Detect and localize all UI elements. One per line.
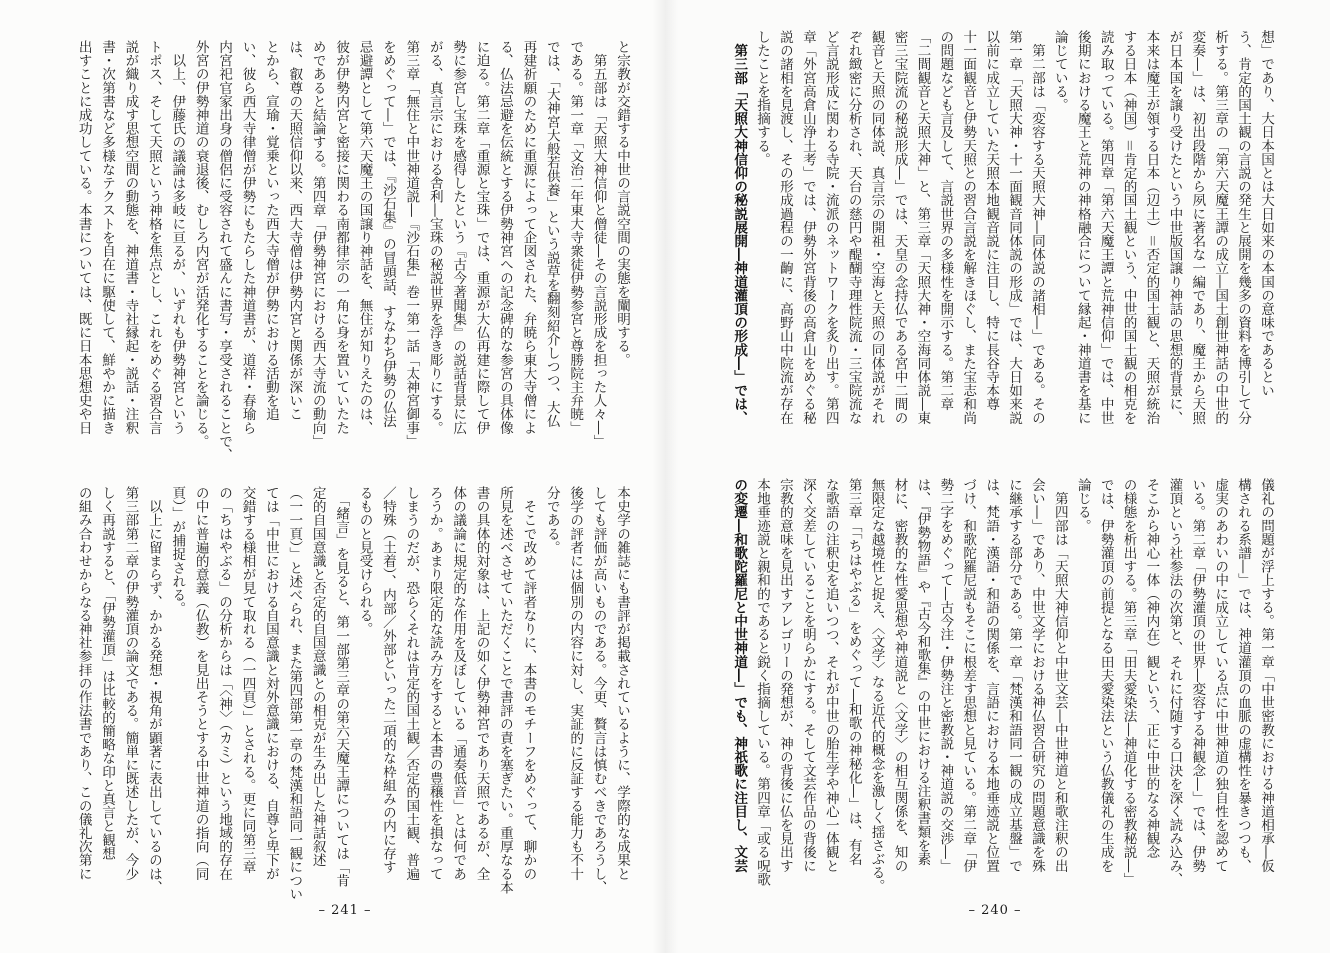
text-column: （一一頁）」と述べられ、また第四部第一章の梵漢和語同一観につい — [286, 486, 303, 901]
text-column: 頁）」が捕捉される。 — [169, 486, 186, 616]
text-column: は、『伊勢物語』や『古今和歌集』の中世における注釈書類を素 — [914, 478, 931, 866]
text-column: 勢二字をめぐって―古今注・伊勢注と密教説・神道説の交渉―」 — [937, 478, 954, 873]
text-column: の組み合わせからなる神社参拝の作法書であり、この儀礼次第に — [75, 486, 92, 881]
text-column: う、肯定的国土観の言説の発生と展開を幾多の資料を博引して分 — [1235, 30, 1252, 425]
text-column: では、伊勢灌頂の前提となる田夫愛染法という仏教儀礼の生成を — [1097, 478, 1114, 873]
text-column: 所見を述べさせていただくことで書評の責を塞ぎたい。重厚なる本 — [496, 486, 513, 894]
text-column: 第三部「天照大神信仰の秘説展開―神道灌頂の形成―」では、 — [731, 30, 748, 425]
text-column: する日本（神国）＝肯定的国土観という、中世的国土観の相克を — [1120, 30, 1137, 425]
text-column: ／特殊（土着）、内部／外部といった二項的な枠組みの内に存す — [379, 486, 396, 874]
text-column: 書の具体的対象は、上記の如く伊勢神宮であり天照であるが、全 — [473, 486, 490, 881]
text-column: 深く交差していることを明らかにする。そして文芸作品の背後に — [799, 478, 816, 873]
text-column: そこで改めて評者なりに、本書のモチーフをめぐって、聊かの — [520, 486, 537, 881]
text-column: 第三部第二章の伊勢灌頂の論文である。簡単に既述したが、今少 — [122, 486, 139, 881]
text-column: ど言説形成に関わる寺院・流派のネットワークを炙り出す。第四 — [822, 30, 839, 425]
right-page — [665, 0, 1330, 953]
text-column: 定的自国意識と否定的自国意識との相克が生み出した神話叙述 — [309, 486, 326, 867]
text-column: では、「大神宮大般若供養」という説草を翻刻紹介しつつ、大仏 — [543, 40, 560, 428]
text-column: 変奏―」は、初出段階から夙に著名な一編であり、魔王から天照 — [1189, 30, 1206, 425]
text-column: の「ちはやぶる」の分析からは「〈神〉（カミ）という地域的存在 — [216, 486, 233, 881]
text-column: 勢に参宮し宝珠を感得したという『古今著聞集』の説話背景に広 — [450, 40, 467, 435]
text-column: 密三宝院流の秘説形成―」では、天皇の念持仏である宮中二間の — [891, 30, 908, 425]
right-page-upper-tier — [727, 30, 1277, 450]
text-column: 忌避譚として第六天魔王の国譲り神話を、無住が知りえたのは、 — [356, 40, 373, 435]
text-column: 章「外宮高倉山浄土考」では、伊勢外宮背後の高倉山をめぐる秘 — [799, 30, 816, 425]
text-column: 本来は魔王が領する日本（辺土）＝否定的国土観と、天照が統治 — [1143, 30, 1160, 425]
text-column: 説が織り成す思想空間の動態を、神道書・寺社縁起・説話・注釈 — [122, 40, 139, 435]
text-column: 虚実のあわいの中に成立している点に中世神道の独自性を認めて — [1212, 478, 1229, 873]
text-column: は、梵語・漢語・和語の関係を、言語における本地垂迹説と位置 — [983, 478, 1000, 873]
text-column: 再建祈願のために重源によって企図された、弁暁ら東大寺僧によ — [520, 40, 537, 435]
left-page-lower-tier — [71, 486, 633, 906]
text-column: をめぐって―」では、『沙石集』の冒頭話、すなわち伊勢の仏法 — [379, 40, 396, 428]
text-column: るものと見受けられる。 — [356, 486, 373, 636]
text-column: とから、宣瑜・覚乗といった西大寺僧が伊勢における活動を追 — [262, 40, 279, 421]
text-column: 交錯する様相が見て取れる（一四頁）」とされる。更に同第三章 — [239, 486, 256, 874]
text-column: 出すことに成功している。本書については、既に日本思想史や日 — [75, 40, 92, 435]
text-column: しても評価が高いものである。今更、贅言は慎むべきであろうし、 — [590, 486, 607, 894]
text-column: ぞれ緻密に分析され、天台の慈円や醍醐寺理性院流・三宝院流な — [845, 30, 862, 425]
text-column: 内宮祀官家出身の僧侶に受容されて盛んに書写・享受されることで、 — [216, 40, 233, 462]
text-column: 「緒言」を見ると、第一部第三章の第六天魔王譚については「肯 — [333, 486, 350, 888]
text-column: 構される系譜―」では、神道灌頂の血脈の虚構性を暴きつつも、 — [1235, 478, 1252, 873]
text-column: しく再説すると、「伊勢灌頂」は比較的簡略な印と真言と観想 — [99, 486, 116, 860]
text-column: めであると結論する。第四章「伊勢神宮における西大寺流の動向」 — [309, 40, 326, 448]
text-column: い、彼ら西大寺律僧が伊勢にもたらした神道書が、道祥・春瑜ら — [239, 40, 256, 435]
book-gutter-shadow — [652, 0, 678, 953]
text-column: 第三章「「ちはやぶる」をめぐって―和歌の神秘化―」は、有名 — [845, 478, 862, 866]
text-column: 析する。第三章の「第六天魔王譚の成立―国土創世神話の中世的 — [1212, 30, 1229, 425]
text-column: そこから神心一体（神内在）観という、正に中世的なる神観念 — [1143, 478, 1160, 859]
text-column: 後学の評者には個別の内容に対し、実証的に反証する能力も不十 — [567, 486, 584, 881]
text-column: 「二間観音と天照大神」と、第三章「天照大神・空海同体説―東 — [914, 30, 931, 425]
page-number: – 240 – — [968, 903, 1022, 918]
text-column: したことを指摘する。 — [754, 30, 771, 166]
text-column: 無限定な越境性と捉え、〈文学〉なる近代的概念を激しく揺さぶる。 — [868, 478, 885, 893]
text-column: 以前に成立していた天照本地観音説に注目し、特に長谷寺本尊 — [983, 30, 1000, 411]
text-column: ては「中世における自国意識と対外意識における、自尊と卑下が — [262, 486, 279, 881]
text-column: と宗教が交錯する中世の言説空間の実態を闡明する。 — [614, 40, 630, 367]
text-column: の問題なども言及して、言説世界の多様性を開示する。第二章 — [937, 30, 954, 411]
text-column: 外宮の伊勢神道の衰退後、むしろ内宮が活発化することを論じる。 — [192, 40, 209, 448]
text-column: 儀礼の問題が浮上する。第一章「中世密教における神道相承―仮 — [1258, 478, 1274, 873]
right-page-lower-tier — [727, 478, 1277, 898]
text-column: に継承する部分である。第一章「梵漢和語同一観の成立基盤」で — [1006, 478, 1023, 873]
text-column: 第三章「無住と中世神道説―『沙石集』巻一第一話「太神宮御事」 — [403, 40, 420, 448]
text-column: 分である。 — [543, 486, 560, 554]
text-column: 本史学の雑誌にも書評が掲載されているように、学際的な成果と — [614, 486, 630, 881]
text-column: 書・次第書など多様なテクストを自在に駆使して、鮮やかに描き — [99, 40, 116, 435]
text-column: 第二部は「変容する天照大神―同体説の諸相―」である。その — [1028, 30, 1045, 425]
text-column: 第一章「天照大神・十一面観音同体説の形成」では、大日如来説 — [1006, 30, 1023, 425]
text-column: 宗教的意味を見出すアレゴリーの発想が、神の背後に仏を見出す — [776, 478, 793, 873]
text-column: 論じる。 — [1074, 478, 1091, 533]
page-number: – 241 – — [318, 903, 372, 918]
text-column: 会い―」であり、中世文学における神仏習合研究の問題意識を殊 — [1028, 478, 1045, 873]
text-column: の中に普遍的意義（仏教）を見出そうとする中世神道の指向（同 — [192, 486, 209, 881]
text-column: 論じている。 — [1051, 30, 1068, 112]
text-column: 本地垂迹説と親和的であると鋭く指摘している。第四章「或る呪歌 — [754, 478, 771, 886]
text-column: づけ、和歌陀羅尼説もそこに根差す思想と見ている。第二章「伊 — [960, 478, 977, 873]
text-column: 灌頂という社参法の次第と、それに付随する口決を深く読み込み、 — [1166, 478, 1183, 886]
text-column: 材に、密教的な性愛思想や神道説と〈文学〉の相互関係を、知の — [891, 478, 908, 873]
text-column: 第五部は「天照大神信仰と僧徒―その言説形成を担った人々―」 — [590, 40, 607, 448]
text-column: が日本国を譲り受けたという中世版国譲り神話の思想的背景に、 — [1166, 30, 1183, 425]
text-column: 十一面観音と伊勢天照との習合言説を解きほぐし、また宝志和尚 — [960, 30, 977, 425]
text-column: ろうか。あまり限定的な読み方をすると本書の豊穣性を損なって — [426, 486, 443, 881]
text-column: 説の諸相を見渡し、その形成過程の一齣に、高野山中院流が存在 — [776, 30, 793, 425]
text-column: がる、真言宗における舎利―宝珠の秘説世界を浮き彫りにする。 — [426, 40, 443, 435]
text-column: 第四部は「天照大神信仰と中世文芸―中世神道と和歌注釈の出 — [1051, 478, 1068, 873]
text-column: の様態を析出する。第三章「田夫愛染法―神道化する密教秘説―」 — [1120, 478, 1137, 886]
text-column: 彼が伊勢内宮と密接に関わる南都律宗の一角に身を置いていたた — [333, 40, 350, 435]
text-column: トポス、そして天照という神格を焦点とし、これをめぐる習合言 — [145, 40, 162, 435]
text-column: 以上、伊藤氏の議論は多岐に亘るが、いずれも伊勢神宮という — [169, 40, 186, 435]
text-column: る、仏法忌避を伝統とする伊勢神宮への記念碑的な参宮の具体像 — [496, 40, 513, 435]
text-column: は、叡尊の天照信仰以来、西大寺僧は伊勢内宮と関係が深いこ — [286, 40, 303, 421]
text-column: な歌語の注釈史を追いつつ、それが中世の胎生学や神心一体観と — [822, 478, 839, 873]
text-column: である。第一章「文治二年東大寺衆徒伊勢参宮と尊勝院主弁暁」 — [567, 40, 584, 435]
text-column: の変遷―和歌陀羅尼と中世神道―」でも、神祇歌に注目し、文芸 — [731, 478, 748, 873]
text-column: 想」であり、大日本国とは大日如来の本国の意味であるとい — [1258, 30, 1274, 398]
text-column: しまうのだが、恐らくそれは肯定的国土観／否定的国土観、普遍 — [403, 486, 420, 881]
text-column: 読み取っている。第四章「第六天魔王譚と荒神信仰」では、中世 — [1097, 30, 1114, 425]
left-page-upper-tier — [71, 40, 633, 460]
text-column: 体の議論に規定的な作用を及ぼしている「通奏低音」とは何であ — [450, 486, 467, 881]
text-column: 後期における魔王と荒神の神格融合について縁起・神道書を基に — [1074, 30, 1091, 425]
text-column: いる。第二章「伊勢灌頂の世界―変容する神観念―」では、伊勢 — [1189, 478, 1206, 873]
text-column: 以上に留まらず、かかる発想・視角が顕著に表出しているのは、 — [145, 486, 162, 894]
text-column: 観音と天照の同体説、真言宗の開祖・空海と天照の同体説がそれ — [868, 30, 885, 425]
text-column: に迫る。第二章「重源と宝珠」では、重源が大仏再建に際して伊 — [473, 40, 490, 435]
